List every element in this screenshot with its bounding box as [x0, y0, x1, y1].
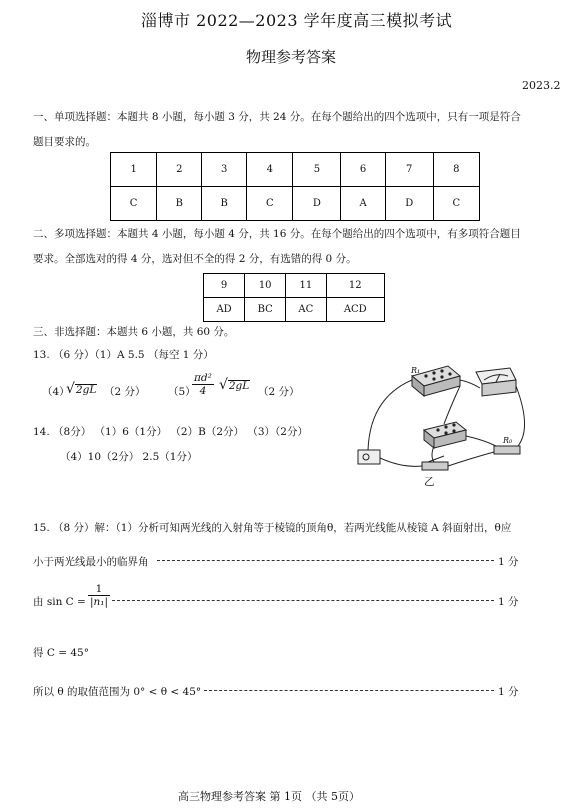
q15-line5-text: 所以 θ 的取值范围为 0° < θ < 45° [33, 686, 202, 698]
sqrt-expression: 2gL [75, 384, 97, 396]
answer-cell: C [433, 187, 479, 221]
wire [380, 458, 422, 466]
question-number-cell: 9 [204, 274, 245, 298]
switch [422, 456, 448, 470]
answer-cell: D [293, 187, 341, 221]
circuit-diagram [350, 358, 540, 488]
answer-cell: C [111, 187, 157, 221]
q15-line3-fraction [88, 583, 110, 608]
question-number-cell: 7 [385, 153, 433, 187]
single-choice-answer-table [110, 152, 480, 221]
figure-caption: 乙 [424, 476, 435, 488]
answer-cell: D [385, 187, 433, 221]
q13-part4-label: （4） [42, 386, 70, 398]
wire [516, 386, 525, 446]
fraction-numerator: 1 [88, 583, 110, 596]
sqrt-sign: √ [218, 377, 228, 393]
dotted-leader [204, 690, 494, 691]
q13-part5-label: （5） [168, 386, 196, 398]
multi-choice-answer-table [203, 273, 385, 322]
q13-part4-score: （2 分） [104, 386, 146, 398]
label-r0: R₀ [503, 436, 513, 445]
question-number-cell: 8 [433, 153, 479, 187]
question-number-cell: 12 [326, 274, 384, 298]
q13-part5-score: （2 分） [258, 386, 300, 398]
wire [448, 452, 494, 466]
q13-part5-formula [192, 372, 250, 397]
wire [460, 380, 480, 388]
q15-line4: 得 C = 45° [33, 647, 89, 659]
resistance-box-middle [424, 422, 466, 448]
answer-cell: ACD [326, 298, 384, 322]
question-number-cell: 4 [247, 153, 293, 187]
label-r1: R₁ [411, 366, 421, 375]
answer-cell: C [247, 187, 293, 221]
section3-heading: 三、非选择题：本题共 6 小题，共 60 分。 [33, 326, 235, 338]
question-number-cell: 3 [202, 153, 247, 187]
q14-line2: （4）10（2分） 2.5（1分） [60, 451, 198, 463]
question-number-cell: 5 [293, 153, 341, 187]
fraction-denominator: |n₁| [90, 596, 109, 608]
q15-line2 [33, 554, 149, 569]
q15-line1: 15. （8 分）解：（1）分析可知两光线的入射角等于棱镜的顶角θ，若两光线能从棱镜 A 斜面射出，θ应 [33, 522, 512, 534]
dotted-leader [157, 560, 494, 561]
power-source [358, 450, 380, 464]
question-number-cell: 2 [157, 153, 202, 187]
q13-line1: 13. （6 分）（1）A 5.5 （每空 1 分） [33, 349, 214, 361]
answer-cell: A [341, 187, 385, 221]
voltmeter [476, 368, 516, 396]
fraction-numerator: πd² [194, 372, 212, 384]
wire [444, 386, 460, 424]
q15-line5-score: 1 分 [498, 686, 519, 698]
fraction-denominator: 4 [199, 385, 207, 397]
fraction [88, 583, 110, 608]
section1-instructions-line1: 一、单项选择题：本题共 8 小题，每小题 3 分，共 24 分。在每个题给出的四个选项中，只有一项是符合 [33, 111, 521, 123]
document-date: 2023.2 [522, 79, 561, 92]
answer-cell: BC [245, 298, 286, 322]
page-footer: 高三物理参考答案 第 1页 （共 5页） [178, 790, 360, 803]
section1-instructions-line2: 题目要求的。 [33, 136, 96, 148]
answer-cell: B [157, 187, 202, 221]
sqrt-expression: 2gL [228, 380, 250, 392]
answer-cell: AC [286, 298, 326, 322]
question-number-cell: 6 [341, 153, 385, 187]
question-number-cell: 10 [245, 274, 286, 298]
document-subtitle: 物理参考答案 [246, 48, 337, 66]
q15-line2-score: 1 分 [498, 556, 519, 568]
q14-line1: 14. （8分） （1）6（1分） （2）B（2分） （3）（2分） [33, 426, 308, 438]
section2-instructions-line1: 二、多项选择题：本题共 4 小题，每小题 4 分，共 16 分。在每个题给出的四个选项中，有多项符合题目 [33, 228, 521, 240]
q15-line3-score: 1 分 [498, 596, 519, 608]
wire [368, 380, 412, 450]
section2-instructions-line2: 要求。全部选对的得 4 分，选对但不全的得 2 分，有选错的得 0 分。 [33, 253, 357, 265]
dotted-leader [112, 600, 494, 601]
resistor-r0 [494, 446, 520, 454]
answer-cell: B [202, 187, 247, 221]
q15-line3-prefix: 由 sin C = [33, 596, 86, 608]
question-number-cell: 11 [286, 274, 326, 298]
sqrt-sign: √ [66, 381, 75, 397]
fraction [192, 372, 214, 397]
question-number-cell: 1 [111, 153, 157, 187]
q15-line2-text: 小于两光线最小的临界角 [33, 556, 149, 568]
answer-cell: AD [204, 298, 245, 322]
q13-part4-formula [66, 381, 97, 397]
wire [466, 436, 496, 446]
document-title: 淄博市 2022—2023 学年度高三模拟考试 [141, 11, 453, 30]
